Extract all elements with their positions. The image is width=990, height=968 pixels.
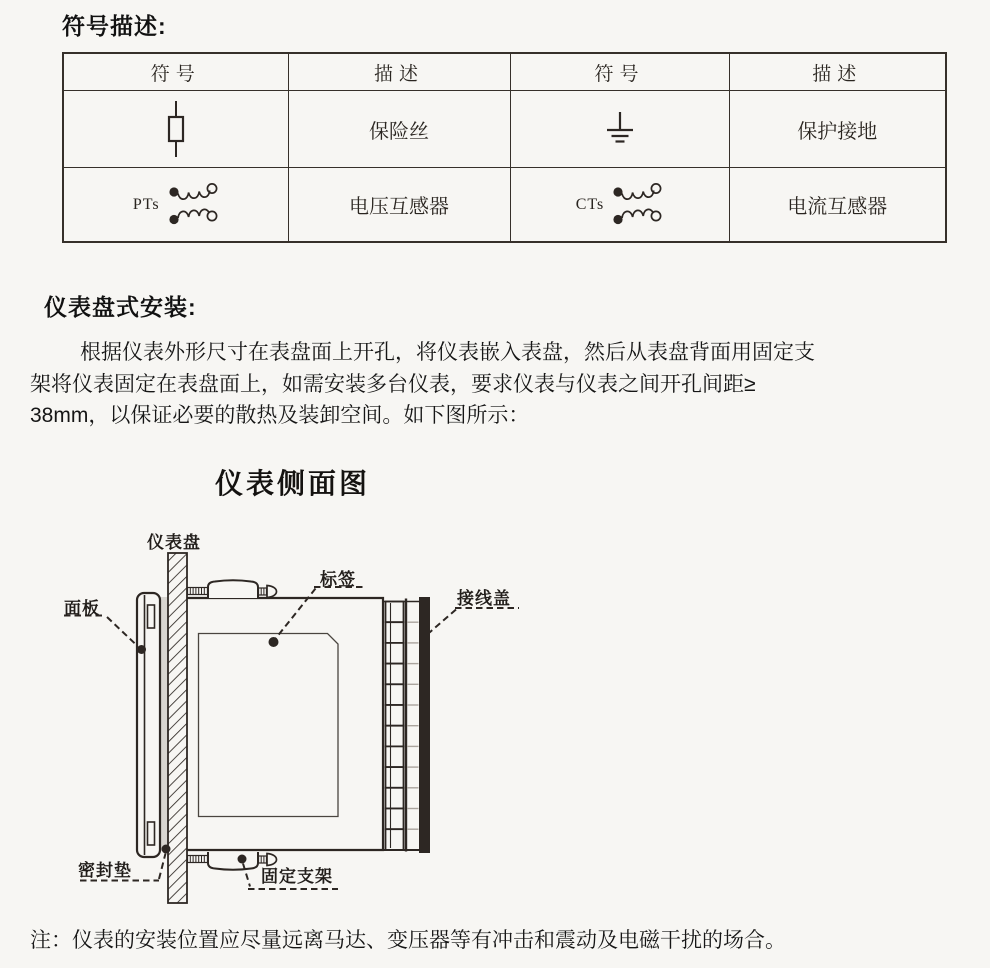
- voltage-transformer-icon: [167, 182, 219, 228]
- symbol-section-heading: 符号描述:: [62, 13, 167, 39]
- paragraph-line: 38mm，以保证必要的散热及装卸空间。如下图所示：: [30, 404, 530, 427]
- col-header-symbol-2: 符号: [510, 53, 729, 91]
- ct-label: CTs: [575, 195, 605, 213]
- protective-earth-icon: [603, 111, 637, 147]
- col-header-desc-2: 描述: [729, 53, 946, 91]
- ct-desc: 电流互感器: [729, 168, 946, 243]
- top-bracket: [188, 580, 277, 598]
- gasket-label: 密封垫: [78, 861, 132, 880]
- sticker-label: 标签: [320, 570, 356, 589]
- terminal-block: [383, 599, 419, 852]
- pt-label: PTs: [132, 195, 160, 213]
- terminal-cover-label: 接线盖: [457, 589, 511, 608]
- pt-desc: 电压互感器: [288, 168, 510, 243]
- table-row: [63, 91, 946, 168]
- front-panel-shape: [137, 593, 160, 857]
- table-row: [63, 168, 946, 243]
- col-header-desc-1: 描述: [288, 53, 510, 91]
- col-header-symbol-1: 符号: [63, 53, 288, 91]
- current-transformer-icon: [611, 182, 663, 228]
- panel-board-label: 仪表盘: [147, 533, 201, 552]
- front-panel-label: 面板: [64, 599, 100, 618]
- meter-body: [172, 598, 383, 850]
- fuse-desc: 保险丝: [288, 91, 510, 168]
- paragraph-line: 架将仪表固定在表盘面上，如需安装多台仪表，要求仪表与仪表之间开孔间距≥: [30, 372, 756, 396]
- install-note: 注：仪表的安装位置应尽量远离马达、变压器等有冲击和震动及电磁干扰的场合。: [30, 929, 786, 952]
- fuse-icon: [161, 100, 191, 158]
- terminal-cover-bar: [419, 597, 430, 853]
- symbol-table: [62, 52, 947, 243]
- paragraph-line: 根据仪表外形尺寸在表盘面上开孔，将仪表嵌入表盘，然后从表盘背面用固定支: [80, 341, 815, 364]
- meter-side-view-diagram: [0, 525, 990, 905]
- diagram-title: 仪表侧面图: [215, 469, 371, 500]
- install-section-heading: 仪表盘式安装:: [44, 294, 197, 320]
- panel-board-hatch: [168, 553, 187, 903]
- install-paragraph: [30, 337, 955, 432]
- earth-desc: 保护接地: [729, 91, 946, 168]
- bracket-label: 固定支架: [261, 867, 333, 886]
- table-header-row: [63, 53, 946, 91]
